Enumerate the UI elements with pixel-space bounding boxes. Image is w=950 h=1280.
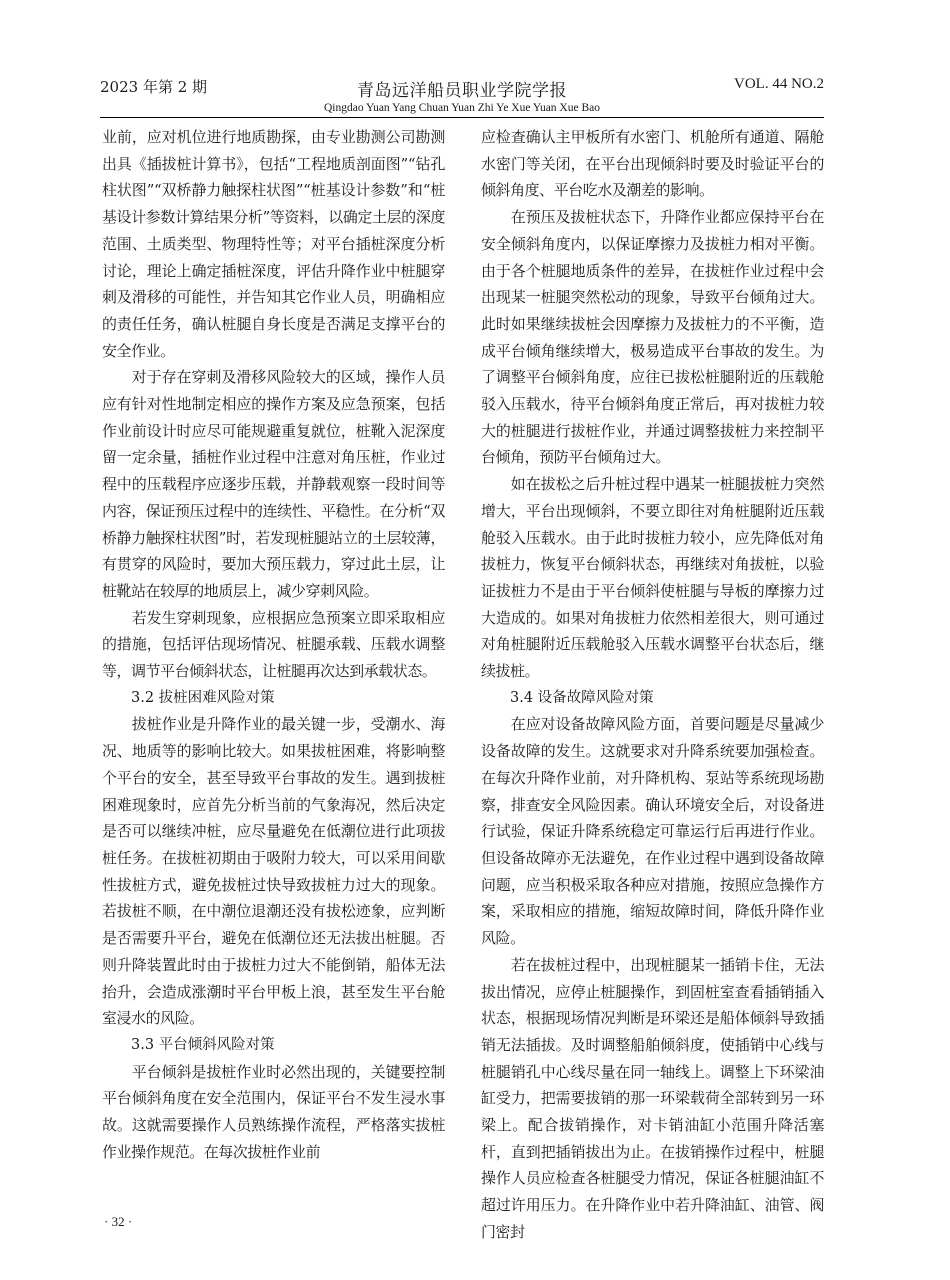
journal-pinyin-title: Qingdao Yuan Yang Chuan Yuan Zhi Ye Xue Yuan Xue Bao (324, 102, 600, 114)
paragraph: 应检查确认主甲板所有水密门、机舱所有通道、隔舱水密门等关闭，在平台出现倾斜时要及时验证平台的倾斜角度、平台吃水及潮差的影响。 (481, 128, 824, 200)
paragraph: 对于存在穿刺及滑移风险较大的区域，操作人员应有针对性地制定相应的操作方案及应急预案，包括作业前设计时应尽可能规避重复就位，桩靴入泥深度留一定余量，插桩作业过程中注意对角压桩，作业过程中的压载程序应逐步压载，并静载观察一段时间等内容，保证预压过程中的连续性、平稳性。在分析“双桥静力触探柱状图”时，若发现桩腿站立的土层较薄，有贯穿的风险时，要加大预压载力，穿过此土层，让桩靴站在较厚的地质层上，减少穿刺风险。 (102, 368, 445, 600)
paragraph: 拔桩作业是升降作业的最关键一步，受潮水、海况、地质等的影响比较大。如果拔桩困难，将影响整个平台的安全，甚至导致平台事故的发生。遇到拔桩困难现象时，应首先分析当前的气象海况，然后决定是否可以继续冲桩，应尽量避免在低潮位进行此项拔桩任务。在拔桩初期由于吸附力较大，可以采用间歇性拔桩方式，避免拔桩过快导致拔桩力过大的现象。若拔桩不顺，在中潮位退潮还没有拔松迹象，应判断是否需要升平台，避免在低潮位还无法拔出桩腿。否则升降装置此时由于拔桩力过大不能倒销，船体无法抬升，会造成涨潮时平台甲板上浪，甚至发生平台舱室浸水的风险。 (102, 715, 445, 1028)
issue-label: 2023 年第 2 期 (100, 78, 208, 96)
paragraph: 若在拔桩过程中，出现桩腿某一插销卡住，无法拔出情况，应停止桩腿操作，到固桩室查看插销插入状态，根据现场情况判断是环梁还是船体倾斜导致插销无法插拔。及时调整船舶倾斜度，使插销中心线与桩腿销孔中心线尽量在同一轴线上。调整上下环梁油缸受力，把需要拔销的那一环梁载荷全部转到另一环梁上。配合拔销操作，对卡销油缸小范围升降活塞杆，直到把插销拔出为止。在拔销操作过程中，桩腿操作人员应检查各桩腿受力情况，保证各桩腿油缸不超过许用压力。在升降作业中若升降油缸、油管、阀门密封 (481, 955, 824, 1241)
journal-title-block (100, 76, 824, 114)
section-heading-3-2: 3.2 拔桩困难风险对策 (131, 689, 275, 706)
paragraph: 在应对设备故障风险方面，首要问题是尽量减少设备故障的发生。这就要求对升降系统要加强检查。在每次升降作业前，对升降机构、泵站等系统现场勘察，排查安全风险因素。确认环境安全后，对设备进行试验，保证升降系统稳定可靠运行后再进行作业。但设备故障亦无法避免，在作业过程中遇到设备故障问题，应当积极采取各种应对措施，按照应急操作方案，采取相应的措施，缩短故障时间，降低升降作业风险。 (481, 715, 824, 948)
paragraph: 在预压及拔桩状态下，升降作业都应保持平台在安全倾斜角度内，以保证摩擦力及拔桩力相对平衡。由于各个桩腿地质条件的差异，在拔桩作业过程中会出现某一桩腿突然松动的现象，导致平台倾角过大。此时如果继续拔桩会因摩擦力及拔桩力的不平衡，造成平台倾角继续增大，极易造成平台事故的发生。为了调整平台倾斜角度，应往已拔松桩腿附近的压载舱驳入压载水，待平台倾斜角度正常后，再对拔桩力较大的桩腿进行拔桩作业，并通过调整拔桩力来控制平台倾角，预防平台倾角过大。 (481, 208, 824, 467)
page-number: · 32 · (104, 1214, 133, 1229)
journal-title: 青岛远洋船员职业学院学报 (357, 81, 567, 101)
paragraph: 如在拔松之后升桩过程中遇某一桩腿拔桩力突然增大，平台出现倾斜，不要立即往对角桩腿附近压载舱驳入压载水。由于此时拔桩力较小，应先降低对角拔桩力，恢复平台倾斜状态，再继续对角拔桩，以验证拔桩力不是由于平台倾斜使桩腿与导板的摩擦力过大造成的。如果对角拔桩力依然相差很大，则可通过对角桩腿附近压载舱驳入压载水调整平台状态后，继续拔桩。 (481, 475, 824, 681)
volume-label: VOL. 44 NO.2 (734, 76, 824, 92)
right-column (481, 124, 824, 1246)
paragraph: 若发生穿刺现象，应根据应急预案立即采取相应的措施，包括评估现场情况、桩腿承载、压载水调整等，调节平台倾斜状态，让桩腿再次达到承载状态。 (102, 608, 445, 681)
left-column (102, 124, 445, 1165)
paragraph: 业前，应对机位进行地质勘探，由专业勘测公司勘测出具《插拔桩计算书》，包括“工程地质剖面图”“钻孔柱状图”“双桥静力触探柱状图”“桩基设计参数”和“桩基设计参数计算结果分析”等资料，以确定土层的深度范围、土质类型、物理特性等；对平台插桩深度分析讨论，理论上确定插桩深度，评估升降作业中桩腿穿刺及滑移的可能性，并告知其它作业人员，明确相应的责任任务，确认桩腿自身长度是否满足支撑平台的安全作业。 (102, 128, 445, 360)
section-heading-3-4: 3.4 设备故障风险对策 (510, 689, 654, 706)
header-rule (100, 117, 824, 118)
paragraph: 平台倾斜是拔桩作业时必然出现的，关键要控制平台倾斜角度在安全范围内，保证平台不发生浸水事故。这就需要操作人员熟练操作流程，严格落实拔桩作业操作规范。在每次拔桩作业前 (102, 1062, 445, 1161)
running-header (100, 76, 824, 116)
section-heading-3-3: 3.3 平台倾斜风险对策 (131, 1036, 275, 1053)
